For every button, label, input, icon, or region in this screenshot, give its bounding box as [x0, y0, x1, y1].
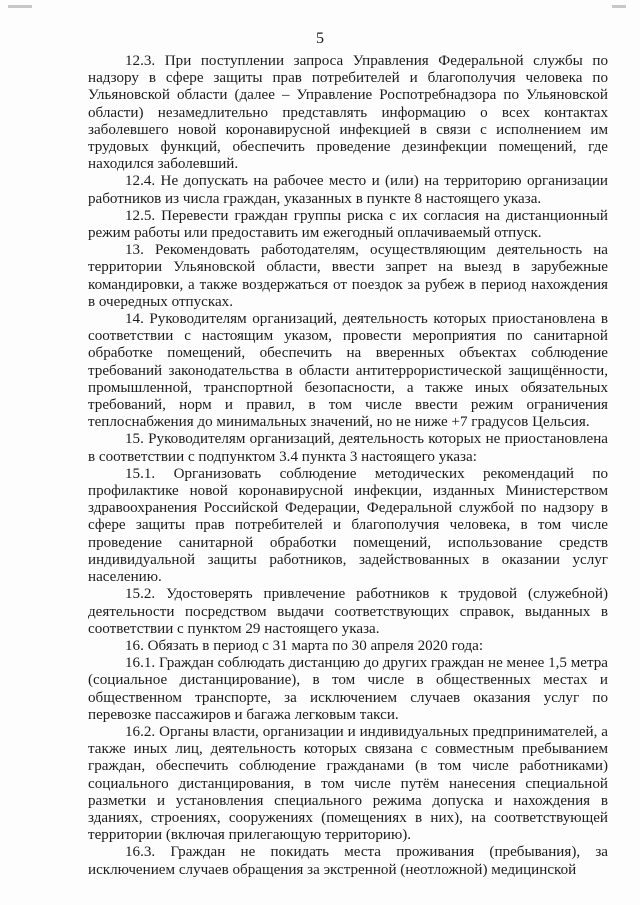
paragraph-13: 13. Рекомендовать работодателям, осуществляющим деятельность на территории Ульяновской области, ввести запрет на выезд в зарубежные командировки, а также воздержаться от поездок за рубеж в период нахождения в очередных отпусках. — [88, 242, 608, 310]
paragraph-15-2: 15.2. Удостоверять привлечение работников к трудовой (служебной) деятельности посредством выдачи соответствующих справок, выданных в соответствии с пунктом 29 настоящего указа. — [88, 586, 608, 637]
paragraph-12-4: 12.4. Не допускать на рабочее место и (или) на территорию организации работников из числа граждан, указанных в пункте 8 настоящего указа. — [88, 173, 608, 207]
paragraph-16-1: 16.1. Граждан соблюдать дистанцию до других граждан не менее 1,5 метра (социальное дистанцирование), в том числе в общественных местах и общественном транспорте, за исключением случаев оказания услуг по перевозке пассажиров и багажа легковым такси. — [88, 655, 608, 723]
paragraph-12-3: 12.3. При поступлении запроса Управления Федеральной службы по надзору в сфере защиты прав потребителей и благополучия человека по Ульяновской области (далее – Управление Роспотребнадзора по Ульяновской области) незамедлительно представлять информацию о всех контактах заболевшего новой коронавирусной инфекцией в связи с исполнением им трудовых функций, обеспечить проведение дезинфекции помещений, где находился заболевший. — [88, 53, 608, 173]
paragraph-16-3: 16.3. Граждан не покидать места проживания (пребывания), за исключением случаев обращения за экстренной (неотложной) медицинской — [88, 844, 608, 878]
paragraph-16-2: 16.2. Органы власти, организации и индивидуальных предпринимателей, а также иных лиц, деятельность которых связана с совместным пребыванием граждан, обеспечить соблюдение гражданами (в том числе работниками) социального дистанцирования, в том числе путём нанесения специальной разметки и установления специального режима допуска и нахождения в зданиях, строениях, сооружениях (помещениях в них), на соответствующей территории (включая прилегающую территорию). — [88, 723, 608, 844]
paragraph-16: 16. Обязать в период с 31 марта по 30 апреля 2020 года: — [125, 637, 484, 654]
scan-artifact — [8, 5, 32, 8]
paragraph-15: 15. Руководителям организаций, деятельность которых не приостановлена в соответствии с подпунктом 3.4 пункта 3 настоящего указа: — [88, 431, 608, 465]
paragraph-14: 14. Руководителям организаций, деятельность которых приостановлена в соответствии с настоящим указом, провести мероприятия по санитарной обработке помещений, обеспечить на вверенных объектах соблюдение требований законодательства в области антитеррористической защищённости, промышленной, транспортной безопасности, а также иных обязательных требований, норм и правил, в том числе ввести режим ограничения теплоснабжения до минимальных значений, но не ниже +7 градусов Цельсия. — [88, 311, 608, 431]
paragraph-15-1: 15.1. Организовать соблюдение методических рекомендаций по профилактике новой коронавирусной инфекции, изданных Министерством здравоохранения Российской Федерации, Федеральной службой по надзору в сфере защиты прав потребителей и благополучия человека, в том числе проведение санитарной обработки помещений, использование средств индивидуальной защиты работников, задействованных в оказании услуг населению. — [88, 465, 608, 586]
paragraph-12-5: 12.5. Перевести граждан группы риска с их согласия на дистанционный режим работы или предоставить им ежегодный оплачиваемый отпуск. — [88, 207, 608, 242]
page-number: 5 — [316, 30, 324, 47]
scan-artifact — [612, 5, 626, 8]
document-body — [88, 53, 608, 879]
